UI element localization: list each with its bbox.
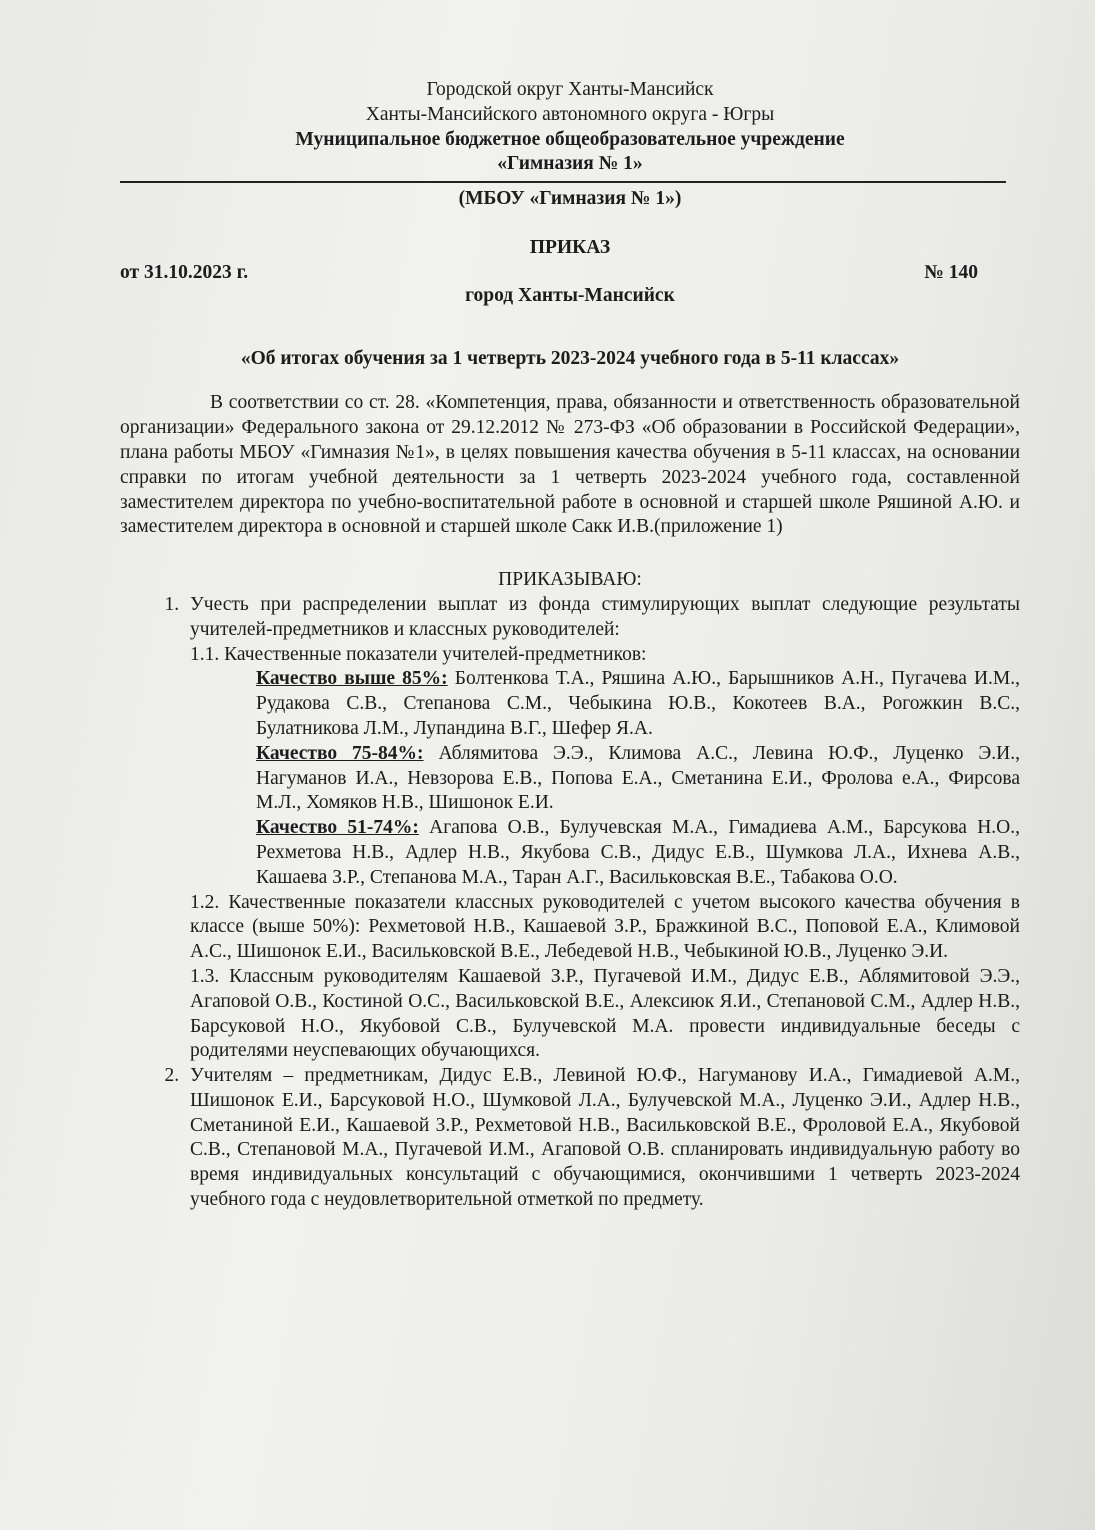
quality-51-74 bbox=[190, 816, 1020, 890]
subitem-1-3: 1.3. Классным руководителям Кашаевой З.Р., Пугачевой И.М., Дидус Е.В., Аблямитовой Э.Э., Агаповой О.В., Костиной О.С., Васильковской В.Е., Алексиюк Я.И., Степановой С.М., Адлер Н.В., Барсуковой Н.О., Якубовой С.В., Булучевской М.А. провести индивидуальные беседы с родителями неуспевающих обучающихся. bbox=[190, 965, 1020, 1062]
decree-label: ПРИКАЗЫВАЮ: bbox=[498, 569, 642, 591]
order-items-list bbox=[120, 593, 1020, 1213]
quality-75-84 bbox=[190, 742, 1020, 816]
header-region: Ханты-Мансийского автономного округа - Югры bbox=[365, 103, 775, 125]
subitem-1-2: 1.2. Качественные показатели классных руководителей с учетом высокого качества обучения в классе (выше 50%): Рехметовой Н.В., Кашаевой З.Р., Бражкиной В.С., Поповой Е.А., Климовой А.С., Шишонок Е.И., Васильковской В.Е., Лебедевой Н.В., Чебыкиной Ю.В., Луценко Э.И. bbox=[190, 891, 1020, 963]
header-institution: Муниципальное бюджетное общеобразовательное учреждение bbox=[295, 128, 845, 150]
order-item-1-text: Учесть при распределении выплат из фонда стимулирующих выплат следующие результаты учителей-предметников и классных руководителей: bbox=[190, 593, 1020, 640]
quality-75-84-label: Качество 75-84%: bbox=[256, 742, 424, 764]
preamble-paragraph: В соответствии со ст. 28. «Компетенция, права, обязанности и ответственность образовательной организации» Федерального закона от 29.12.2012 № 273-ФЗ «Об образовании в Российской Федерации», плана работы МБОУ «Гимназия №1», в целях повышения качества обучения в 5-11 классах, на основании справки по итогам учебной деятельности за 1 четверть 2023-2024 учебного года, составленной заместителем директора по учебно-воспитательной работе в основной и старшей школе Ряшиной А.Ю. и заместителем директора в основной и старшей школе Сакк И.В.(приложение 1) bbox=[120, 392, 1020, 538]
subitem-1-1-title: 1.1. Качественные показатели учителей-предметников: bbox=[190, 643, 647, 665]
header-divider bbox=[120, 181, 1006, 183]
quality-51-74-label: Качество 51-74%: bbox=[256, 817, 419, 839]
order-city: город Ханты-Мансийск bbox=[465, 284, 675, 306]
document-content bbox=[120, 78, 1020, 1213]
order-number: № 140 bbox=[924, 261, 978, 283]
order-label: ПРИКАЗ bbox=[529, 236, 611, 258]
order-item-1 bbox=[184, 593, 1020, 1064]
quality-75-84-names: Аблямитова Э.Э., Климова А.С., Левина Ю.Ф., Луценко Э.И., Нагуманов И.А., Невзорова Е.В., Попова Е.А., Сметанина Е.И., Фролова е.А., Фирсова М.Л., Хомяков Н.В., Шишонок Е.И. bbox=[256, 742, 1020, 814]
quality-above-85-label: Качество выше 85%: bbox=[256, 668, 448, 690]
quality-51-74-names: Агапова О.В., Булучевская М.А., Гимадиева А.М., Барсукова Н.О., Рехметова Н.В., Адлер Н.В., Якубова С.В., Дидус Е.В., Шумкова Л.А., Ихнева А.В., Кашаева З.Р., Степанова М.А., Таран А.Г., Васильковская В.Е., Табакова О.О. bbox=[256, 817, 1020, 888]
quality-above-85 bbox=[190, 667, 1020, 741]
order-date: от 31.10.2023 г. bbox=[120, 261, 249, 283]
quality-above-85-names: Болтенкова Т.А., Ряшина А.Ю., Барышников А.Н., Пугачева И.М., Рудакова С.В., Степанова С.М., Чебыкина Ю.В., Кокотеев В.А., Рогожкин В.С., Булатникова Л.М., Лупандина В.Г., Шефер Я.А. bbox=[256, 668, 1020, 739]
order-item-2-text: Учителям – предметникам, Дидус Е.В., Левиной Ю.Ф., Нагуманову И.А., Гимадиевой А.М., Шишонок Е.И., Барсуковой Н.О., Шумковой Л.А., Булучевской М.А., Луценко Э.И., Адлер Н.В., Сметаниной Е.И., Кашаевой З.Р., Рехметовой Н.В., Васильковской В.Е., Фроловой Е.А., Якубовой С.В., Степановой М.А., Пугачевой И.М., Агаповой О.В. спланировать индивидуальную работу во время индивидуальных консультаций с обучающимися, окончившими 1 четверть 2023-2024 учебного года с неудовлетворительной отметкой по предмету. bbox=[190, 1065, 1020, 1211]
order-item-2 bbox=[184, 1064, 1020, 1213]
header-gymnasium: «Гимназия № 1» bbox=[497, 153, 643, 175]
header-short-name: (МБОУ «Гимназия № 1») bbox=[458, 188, 682, 210]
order-title: «Об итогах обучения за 1 четверть 2023-2024 учебного года в 5-11 классах» bbox=[240, 347, 900, 369]
header-municipality: Городской округ Ханты-Мансийск bbox=[426, 79, 714, 100]
order-date-number-row bbox=[120, 261, 1020, 286]
